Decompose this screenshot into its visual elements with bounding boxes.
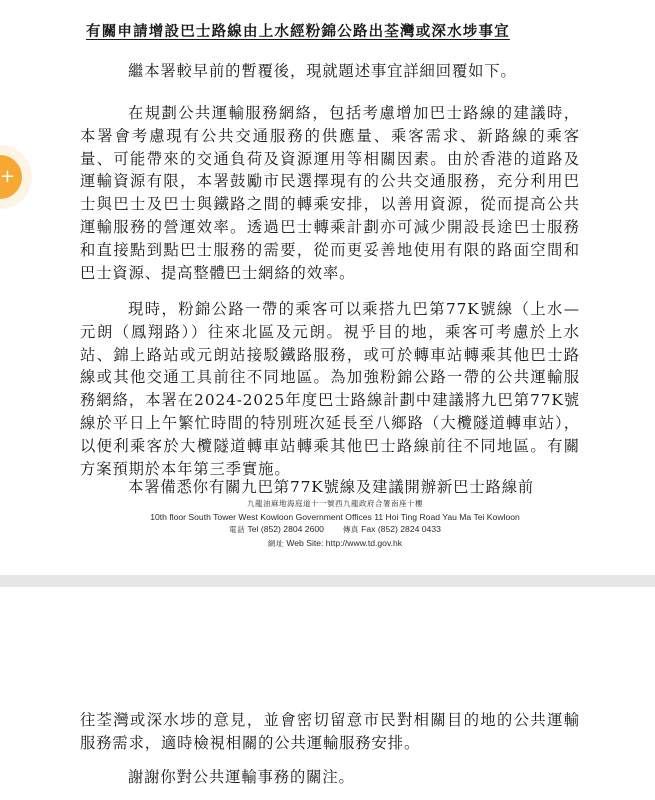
letter-page-2 bbox=[0, 587, 655, 800]
paragraph-intro: 繼本署較早前的暫覆後，現就題述事宜詳細回覆如下。 bbox=[128, 62, 517, 80]
footer-tel: Tel (852) 2804 2600 bbox=[247, 524, 324, 534]
letter-title: 有關申請增設巴士路線由上水經粉錦公路出荃灣或深水埗事宜 bbox=[86, 23, 510, 40]
paragraph-conclusion-end: 往荃灣或深水埗的意見，並會密切留意市民對相關目的地的公共運輸服務需求，適時檢視相關的公共運輸服務安排。 bbox=[80, 711, 580, 752]
footer-website[interactable]: Web Site: http://www.td.gov.hk bbox=[286, 537, 403, 548]
page-separator bbox=[0, 575, 655, 587]
closing-line: 謝謝你對公共運輸事務的關注。 bbox=[128, 768, 355, 786]
footer-address-zh: 九龍油麻地海庭道十一號西九龍政府合署南座十樓 bbox=[247, 499, 423, 508]
footer-address-en: 10th floor South Tower West Kowloon Government Offices 11 Hoi Ting Road Yau Ma Tei Kowloon bbox=[150, 511, 520, 522]
plus-icon[interactable]: + bbox=[0, 155, 22, 199]
footer-web-zh: 網址 bbox=[267, 538, 284, 548]
footer-web bbox=[100, 537, 570, 551]
paragraph-current-service: 現時，粉錦公路一帶的乘客可以乘搭九巴第77K號線（上水—元朗（鳳翔路））往來北區及元朗。視乎目的地，乘客可考慮於上水站、錦上路站或元朗站接駁鐵路服務，或可於轉車站轉乘其他巴士路線或其他交通工具前往不同地區。為加強粉錦公路一帶的公共運輸服務網絡，本署在2024-2025年度巴士路線計劃中建議將九巴第77K號線於平日上午繁忙時間的特別班次延長至八鄉路（大欖隧道轉車站），以便利乘客於大欖隧道轉車站轉乘其他巴士路線前往不同地區。有關方案預期於本年第三季實施。 bbox=[80, 300, 580, 478]
paragraph-conclusion-start: 本署備悉你有關九巴第77K號線及建議開辦新巴士路線前 bbox=[128, 478, 535, 496]
footer-fax-zh: 傳真 bbox=[342, 525, 359, 534]
footer-contact bbox=[100, 523, 570, 537]
paragraph-planning: 在規劃公共運輸服務網絡，包括考慮增加巴士路線的建議時，本署會考慮現有公共交通服務的供應量、乘客需求、新路線的乘客量、可能帶來的交通負荷及資源運用等相關因素。由於香港的道路及運輸資源有限，本署鼓勵市民選擇現有的公共交通服務，充分利用巴士與巴士及巴士與鐵路之間的轉乘安排，以善用資源，從而提高公共運輸服務的營運效率。透過巴士轉乘計劃亦可減少開設長途巴士服務和直接點到點巴士服務的需要，從而更妥善地使用有限的路面空間和巴士資源、提高整體巴士網絡的效率。 bbox=[80, 104, 580, 282]
letterhead-footer bbox=[100, 498, 570, 550]
footer-tel-zh: 電話 bbox=[229, 525, 246, 534]
footer-fax: Fax (852) 2824 0433 bbox=[361, 524, 441, 534]
